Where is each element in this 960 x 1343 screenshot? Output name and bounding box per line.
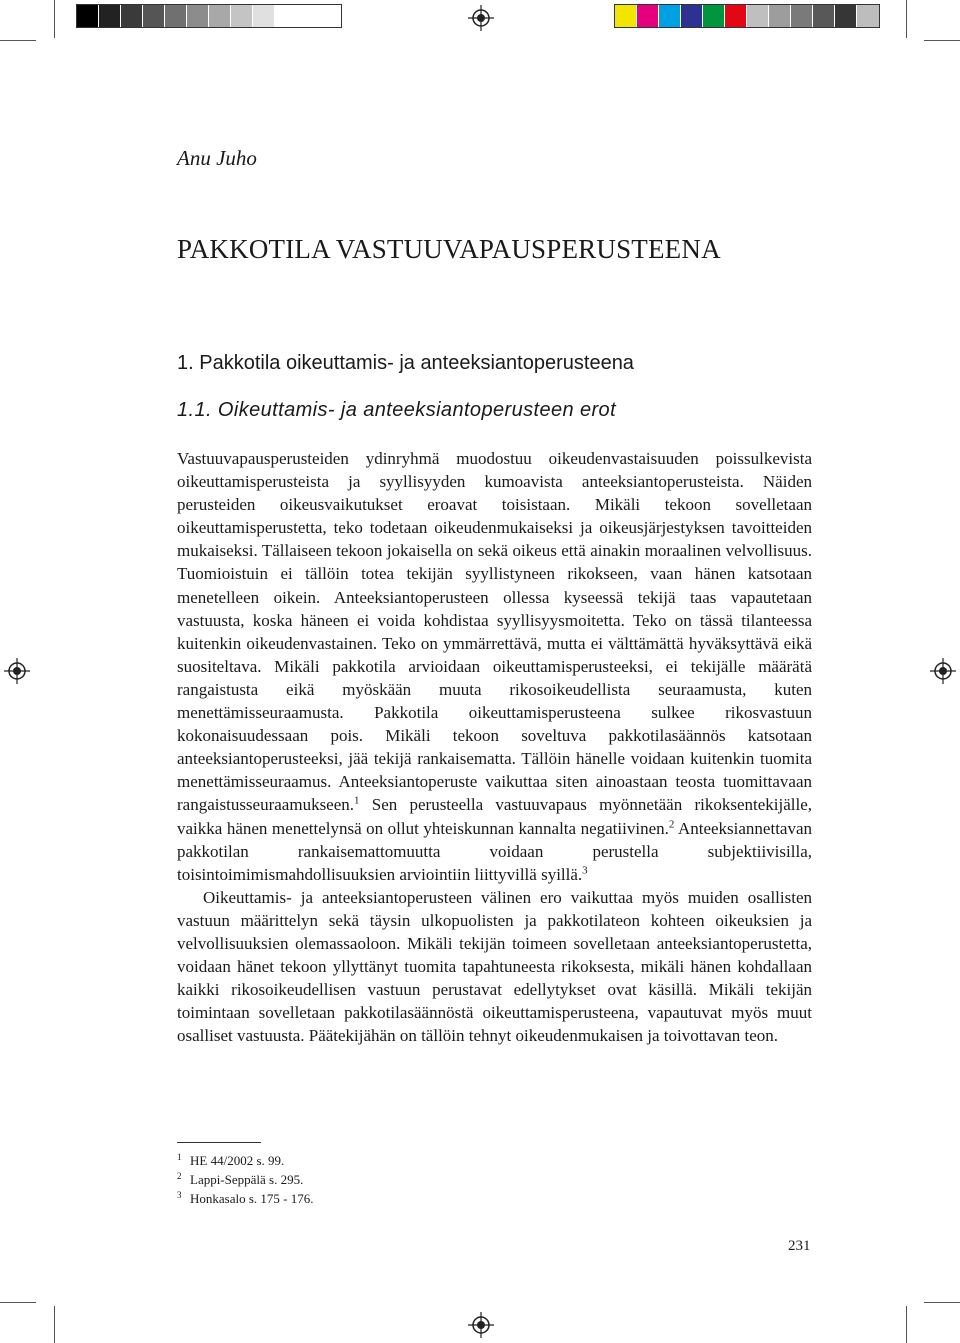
article-title: PAKKOTILA VASTUUVAPAUSPERUSTEENA	[177, 234, 721, 264]
calibration-swatch	[253, 5, 275, 27]
crop-mark	[0, 40, 36, 41]
calibration-swatch	[769, 5, 791, 27]
calibration-swatch	[659, 5, 681, 27]
calibration-swatch	[297, 5, 319, 27]
footnotes	[177, 1151, 314, 1208]
footnote-number: 1	[177, 1152, 182, 1162]
paragraph-text: Sen perusteella vastuuvapaus myönnetään rikoksentekijälle, vaikka hänen menettelynsä on ollut yhteiskunnan kannalta negatiivinen.	[177, 795, 813, 838]
crop-mark	[0, 1302, 36, 1303]
paragraph-text: Vastuuvapausperusteiden ydinryhmä muodostuu oikeudenvastaisuuden poissulkevista oikeuttamisperusteista ja syyllisyyden kumoavista anteeksiantoperusteista. Näiden perusteiden oikeusvaikutukset eroavat toisistaan. Mikäli tekoon sovelletaan oikeuttamisperustetta, teko todetaan oikeudenmukaiseksi ja oikeusjärjestyksen tavoitteiden mukaiseksi. Tällaiseen tekoon jokaisella on sekä oikeus että ainakin moraalinen velvollisuus. Tuomioistuin ei tällöin totea tekijän syyllistyneen rikokseen, vaan hänen katsotaan menetelleen oikein. Anteeksiantoperusteen ollessa kyseessä tekijä taas vapautetaan vastuusta, koska häneen ei voida kohdistaa syyllisyysmoitetta. Teko on tässä tilanteessa kuitenkin oikeudenvastainen. Teko on ymmärrettävä, mutta ei välttämättä hyväksyttävä eikä suositeltava. Mikäli pakkotila arvioidaan oikeuttamisperusteeksi, ei tekijälle määrätä rangaistusta eikä myöskään muuta rikosoikeudellista seuraamusta, kuten menettämisseuraamusta. Pakkotila oikeuttamisperusteena sulkee rikosvastuun kokonaisuudessaan pois. Mikäli tekoon soveltuva pakkotilasäännös katsotaan anteeksiantoperusteeksi, jää tekijä rankaisematta. Tällöin hänelle voidaan kuitenkin tuomita menettämisseuraamus. Anteeksiantoperuste vaikuttaa siten ainoastaan teosta tuomittavaan rangaistusseuraamukseen.	[177, 449, 812, 815]
calibration-swatch	[747, 5, 769, 27]
calibration-swatch	[187, 5, 209, 27]
footnote-text: Lappi-Seppälä s. 295.	[190, 1172, 304, 1187]
author-name: Anu Juho	[177, 146, 257, 170]
calibration-swatch	[231, 5, 253, 27]
body-text	[177, 447, 812, 1047]
footnote-text: Honkasalo s. 175 - 176.	[190, 1191, 314, 1206]
calibration-swatch	[681, 5, 703, 27]
calibration-swatch	[835, 5, 857, 27]
calibration-swatch	[319, 5, 341, 27]
footnote-divider	[177, 1142, 261, 1143]
footnote	[177, 1189, 314, 1208]
footnote-number: 3	[177, 1190, 182, 1200]
footnote	[177, 1151, 314, 1170]
subsection-heading: 1.1. Oikeuttamis- ja anteeksiantoperusteen erot	[177, 399, 617, 421]
calibration-swatch	[791, 5, 813, 27]
calibration-swatch	[77, 5, 99, 27]
registration-mark-icon	[468, 1312, 494, 1338]
crop-mark	[906, 0, 907, 38]
registration-mark-icon	[468, 5, 494, 31]
paragraph	[177, 447, 812, 886]
calibration-swatch	[99, 5, 121, 27]
calibration-swatch	[857, 5, 879, 27]
crop-mark	[54, 0, 55, 38]
crop-mark	[924, 1302, 960, 1303]
crop-mark	[54, 1306, 55, 1343]
footnote-reference[interactable]: 1	[354, 794, 360, 807]
paragraph-text: Anteeksiannettavan pakkotilan rankaisemattomuutta voidaan perustella subjektiivisilla, toisintoimimismahdollisuuksien arviointiin liittyvillä syillä.	[177, 818, 813, 884]
paragraph: Oikeuttamis- ja anteeksiantoperusteen välinen ero vaikuttaa myös muiden osallisten vastuun määrittelyn sekä täysin ulkopuolisten ja pakkotilateon kohteen oikeuksien ja velvollisuuksien olemassaoloon. Mikäli tekijän toimeen sovelletaan anteeksiantoperustetta, voidaan hänet tekoon yllyttänyt tuomita tapahtuneesta rikoksesta, mikäli hänen kohdallaan kaikki rikosoikeudellisen vastuun perustavat edellytykset ovat käsillä. Mikäli tekijän toimintaan sovelletaan pakkotilasäännöstä oikeuttamisperusteena, vapautuvat myös muut osalliset vastuusta. Päätekijähän on tällöin tehnyt oikeudenmukaisen ja toivottavan teon.	[177, 887, 812, 1046]
footnote	[177, 1170, 314, 1189]
crop-mark	[906, 1306, 907, 1343]
calibration-swatch	[165, 5, 187, 27]
footnote-text: HE 44/2002 s. 99.	[190, 1153, 285, 1168]
calibration-swatch	[209, 5, 231, 27]
footnote-number: 2	[177, 1171, 182, 1181]
calibration-swatch	[703, 5, 725, 27]
calibration-swatch	[725, 5, 747, 27]
calibration-swatch	[121, 5, 143, 27]
calibration-swatch	[813, 5, 835, 27]
page-number: 231	[788, 1238, 811, 1254]
color-calibration-bar	[614, 4, 880, 28]
registration-mark-icon	[930, 658, 956, 684]
crop-mark	[924, 40, 960, 41]
calibration-swatch	[275, 5, 297, 27]
registration-mark-icon	[4, 658, 30, 684]
section-heading: 1. Pakkotila oikeuttamis- ja anteeksiantoperusteena	[177, 352, 634, 374]
calibration-swatch	[637, 5, 659, 27]
footnote-reference[interactable]: 3	[582, 864, 588, 877]
calibration-swatch	[143, 5, 165, 27]
grayscale-calibration-bar	[76, 4, 342, 28]
calibration-swatch	[615, 5, 637, 27]
footnote-reference[interactable]: 2	[668, 817, 675, 830]
